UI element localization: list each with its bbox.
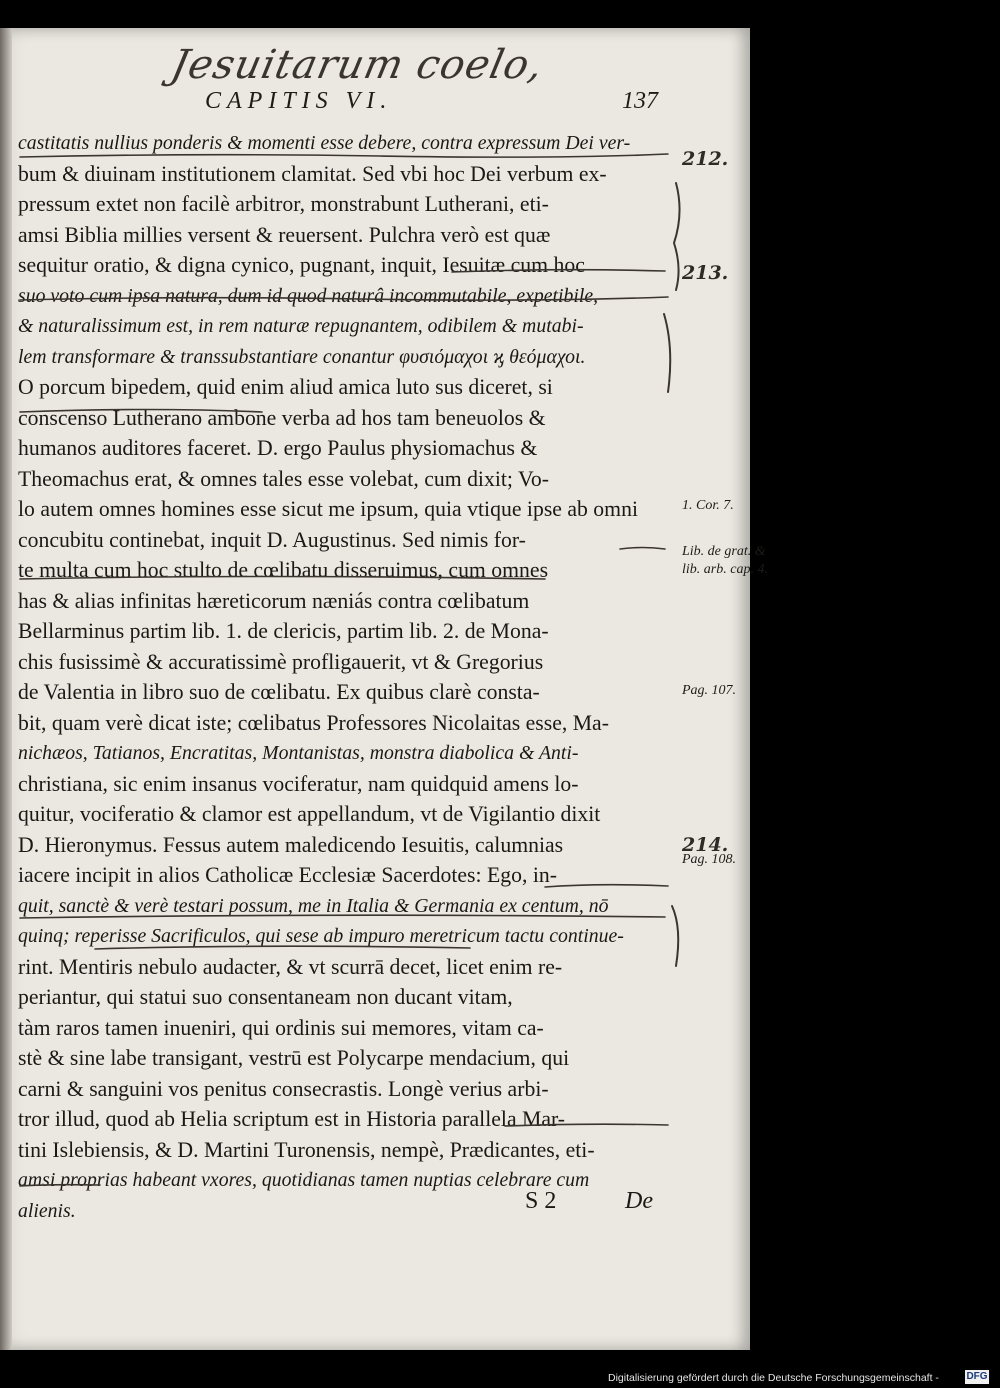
margin-note-lib-2: lib. arb. cap. 4. — [682, 562, 768, 577]
text-line: amsi Biblia millies versent & reuersent. Pulchra verò est quæ — [18, 221, 551, 247]
margin-note-pag108: Pag. 108. — [682, 852, 737, 867]
text-line: concubitu continebat, inquit D. Augustinus. Sed nimis for- — [18, 526, 526, 552]
ink-note-213: 213. — [682, 262, 729, 284]
text-line: chis fusissimè & accuratissimè profligauerit, vt & Gregorius — [18, 648, 544, 674]
text-line: Bellarminus partim lib. 1. de clericis, partim lib. 2. de Mona- — [18, 618, 549, 643]
text-line: periantur, qui statui suo consentaneam non ducant vitam, — [18, 984, 513, 1009]
text-line: tàm raros tamen inueniri, qui ordinis sui memores, vitam ca- — [18, 1014, 544, 1040]
catchword: De — [625, 1188, 653, 1214]
text-line: christiana, sic enim insanus vociferatur, nam quidquid amens lo- — [18, 770, 579, 796]
dfg-logo: DFG — [966, 1371, 988, 1382]
text-line: has & alias infinitas hæreticorum næniás contra cœlibatum — [18, 587, 530, 613]
margin-note-pag107: Pag. 107. — [682, 683, 737, 698]
text-line: iacere incipit in alios Catholicæ Ecclesiæ Sacerdotes: Ego, in- — [18, 862, 558, 887]
text-line: alienis. — [18, 1199, 76, 1222]
text-line: bum & diuinam institutionem clamitat. Sed vbi hoc Dei verbum ex- — [18, 160, 607, 186]
text-block — [18, 128, 678, 1226]
margin-column — [682, 28, 768, 1350]
text-line: lo autem omnes homines esse sicut me ipsum, quia vtique ipse ab omni — [18, 496, 638, 521]
text-line: humanos auditores faceret. D. ergo Paulus physiomachus & — [18, 435, 538, 460]
margin-note-lib-1: Lib. de grat. & — [682, 544, 766, 559]
text-line: tini Islebiensis, & D. Martini Turonensis, nempè, Prædicantes, eti- — [18, 1136, 595, 1162]
text-line: quit, sanctè & verè testari possum, me in Italia & Germania ex centum, nō — [18, 894, 609, 917]
text-line: O porcum bipedem, quid enim aliud amica luto sus diceret, si — [18, 374, 553, 399]
text-line: bit, quam verè dicat iste; cœlibatus Professores Nicolaitas esse, Ma- — [18, 709, 609, 735]
ink-note-212: 212. — [682, 148, 729, 170]
handwritten-heading: Jesuitarum coelo, — [167, 42, 548, 88]
page-gutter-shadow — [0, 28, 12, 1350]
text-line: D. Hieronymus. Fessus autem maledicendo Iesuitis, calumnias — [18, 831, 564, 857]
text-line: quinq; reperisse Sacrificulos, qui sese ab impuro meretricum tactu continue- — [18, 925, 624, 947]
text-line: conscenso Lutherano ambone verba ad hos tam beneuolos & — [18, 404, 546, 430]
text-line: suo voto cum ipsa natura, dum id quod naturâ incommutabile, expetibile, — [18, 284, 599, 307]
text-line: Theomachus erat, & omnes tales esse volebat, cum dixit; Vo- — [18, 465, 550, 491]
text-line: lem transformare & transsubstantiare conantur φυσιόμαχοι ϗ θεόμαχοι. — [18, 345, 586, 368]
text-line: carni & sanguini vos penitus consecrastis. Longè verius arbi- — [18, 1075, 549, 1101]
signature-mark: S 2 — [525, 1188, 557, 1214]
text-line: amsi proprias habeant vxores, quotidianas tamen nuptias celebrare cum — [18, 1169, 590, 1191]
margin-note-cor: 1. Cor. 7. — [682, 498, 734, 513]
book-page — [0, 28, 768, 1350]
text-line: tror illud, quod ab Helia scriptum est in Historia parallela Mar- — [18, 1106, 566, 1131]
text-line: & naturalissimum est, in rem naturæ repugnantem, odibilem & mutabi- — [18, 315, 584, 337]
text-line: quitur, vociferatio & clamor est appellandum, vt de Vigilantio dixit — [18, 801, 601, 826]
text-line: nichæos, Tatianos, Encratitas, Montanistas, monstra diabolica & Anti- — [18, 742, 579, 764]
text-line: sequitur oratio, & digna cynico, pugnant, inquit, Iesuitæ cum hoc — [18, 252, 585, 277]
ink-note-214: 214. — [682, 834, 729, 856]
text-line: stè & sine labe transigant, vestrū est Polycarpe mendacium, qui — [18, 1045, 570, 1070]
text-line: de Valentia in libro suo de cœlibatu. Ex quibus clarè consta- — [18, 679, 540, 704]
digitization-credit: Digitalisierung gefördert durch die Deutsche Forschungsgemeinschaft - — [608, 1372, 939, 1384]
text-line: rint. Mentiris nebulo audacter, & vt scurrā decet, licet enim re- — [18, 953, 563, 979]
running-head: CAPITIS VI. — [205, 88, 393, 114]
page-number: 137 — [622, 88, 658, 114]
text-line: te multa cum hoc stulto de cœlibatu disseruimus, cum omnes — [18, 557, 549, 582]
text-line: castitatis nullius ponderis & momenti esse debere, contra expressum Dei ver- — [18, 132, 631, 154]
text-line: pressum extet non facilè arbitror, monstrabunt Lutherani, eti- — [18, 191, 549, 216]
